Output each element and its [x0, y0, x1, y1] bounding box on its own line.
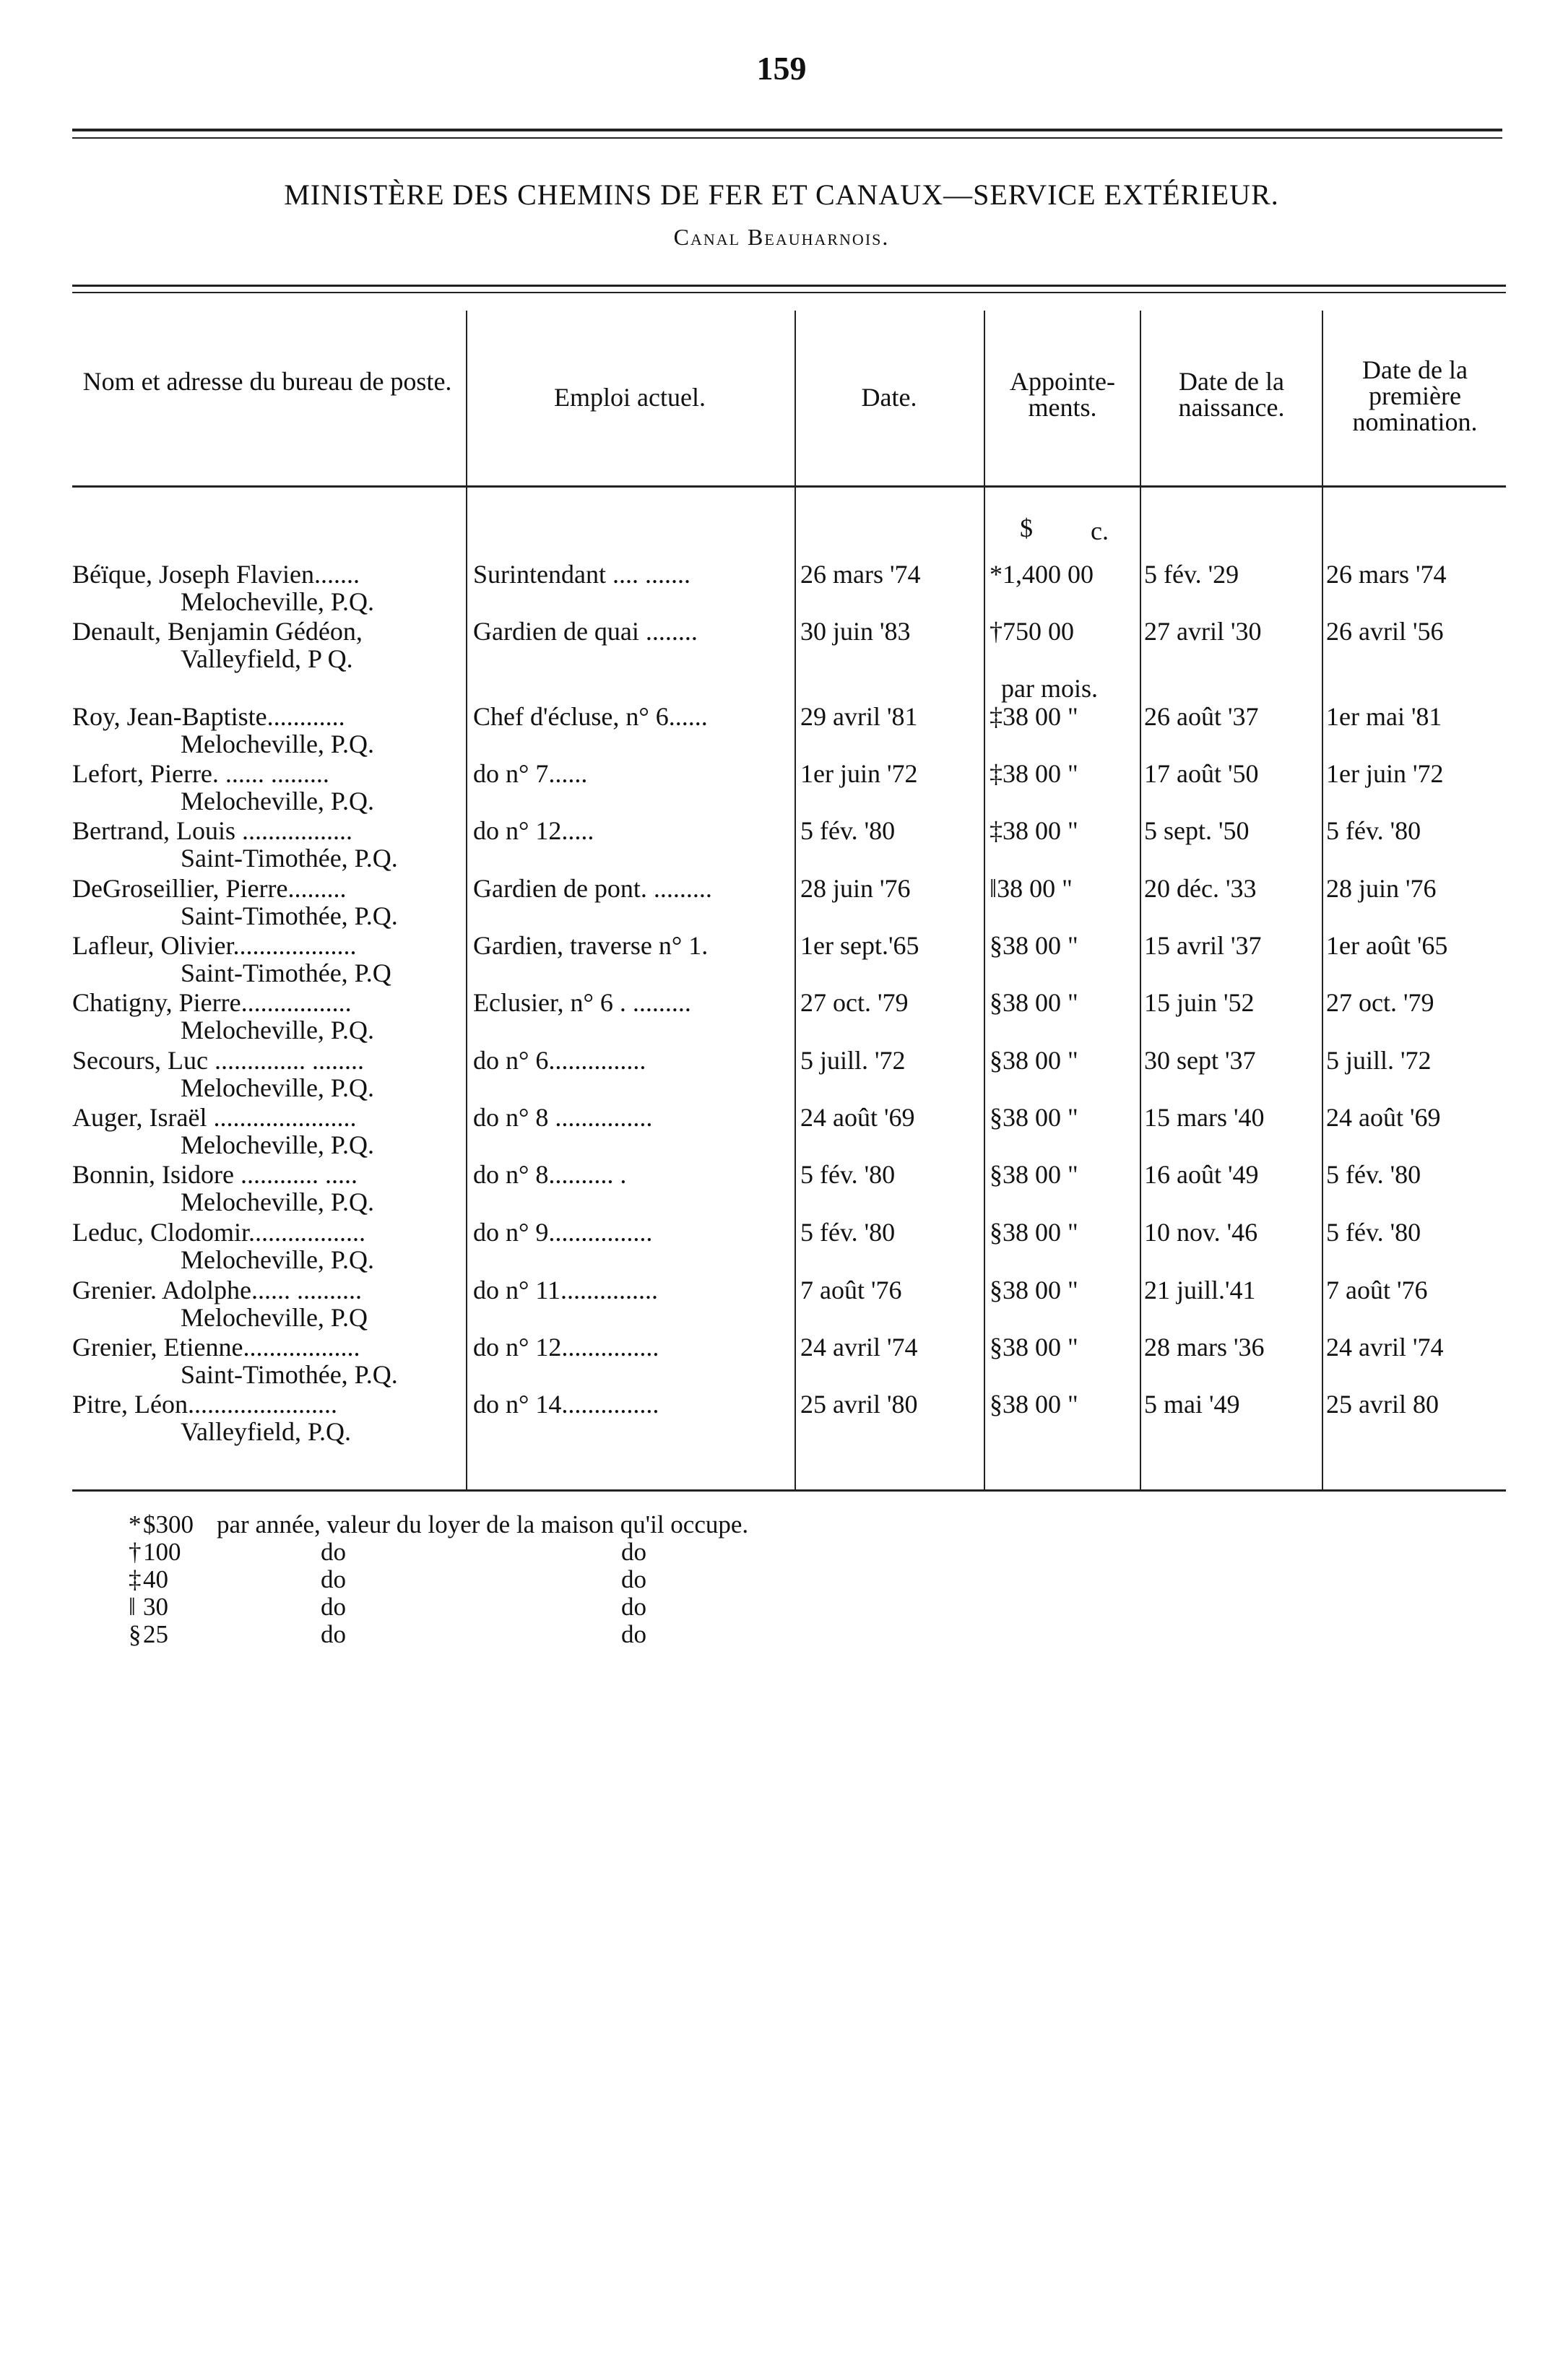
cell-emploi: Gardien de quai ........ [473, 617, 698, 646]
footnote-mark: § [129, 1620, 142, 1648]
cell-nom: Pitre, Léon....................... [72, 1390, 337, 1419]
cell-naissance: 5 fév. '29 [1144, 560, 1239, 589]
cell-appointements: §38 00 " [990, 988, 1078, 1017]
cell-naissance: 15 mars '40 [1144, 1103, 1265, 1132]
cell-nomination: 25 avril 80 [1326, 1390, 1439, 1419]
header-naissance: Date de la naissance. [1178, 367, 1285, 422]
cell-nom: Roy, Jean-Baptiste............ [72, 702, 345, 731]
cell-nom: DeGroseillier, Pierre......... [72, 874, 347, 903]
cell-nomination: 5 fév. '80 [1326, 1160, 1421, 1189]
cell-emploi: do n° 8.......... . [473, 1160, 627, 1189]
cell-nomination: 1er juin '72 [1326, 759, 1444, 788]
currency-dollars: $ [1020, 514, 1033, 542]
cell-adresse: Melocheville, P.Q. [181, 1016, 374, 1044]
cell-appointements: §38 00 " [990, 1333, 1078, 1362]
column-divider-1 [466, 311, 467, 1489]
header-emploi: Emploi actuel. [554, 383, 706, 412]
cell-date: 28 juin '76 [800, 874, 911, 903]
footnote-mark: * [129, 1510, 142, 1539]
cell-date: 5 fév. '80 [800, 1160, 896, 1189]
cell-emploi: do n° 7...... [473, 759, 588, 788]
cell-appointements: ‡38 00 " [990, 759, 1078, 788]
column-divider-4 [1140, 311, 1141, 1489]
cell-naissance: 5 mai '49 [1144, 1390, 1240, 1419]
footnote-amount: $300 [143, 1510, 194, 1539]
cell-nom: Lefort, Pierre. ...... ......... [72, 759, 329, 788]
cell-nomination: 5 juill. '72 [1326, 1046, 1432, 1075]
cell-date: 27 oct. '79 [800, 988, 909, 1017]
cell-nom: Auger, Israël ...................... [72, 1103, 357, 1132]
cell-nom: Bertrand, Louis ................. [72, 816, 352, 845]
cell-adresse: Melocheville, P.Q [181, 1303, 368, 1332]
cell-emploi: Chef d'écluse, n° 6...... [473, 702, 708, 731]
cell-adresse: Saint-Timothée, P.Q. [181, 1360, 398, 1389]
cell-nomination: 27 oct. '79 [1326, 988, 1434, 1017]
cell-adresse: Melocheville, P.Q. [181, 1187, 374, 1216]
cell-nom: Lafleur, Olivier................... [72, 931, 357, 960]
cell-date: 24 août '69 [800, 1103, 915, 1132]
cell-appointements: ‖38 00 " [990, 874, 1073, 903]
cell-date: 26 mars '74 [800, 560, 921, 589]
cell-nomination: 24 août '69 [1326, 1103, 1441, 1132]
header-appointements: Appointe- ments. [1010, 367, 1115, 422]
cell-nomination: 26 mars '74 [1326, 560, 1447, 589]
cell-emploi: do n° 14............... [473, 1390, 659, 1419]
cell-adresse: Melocheville, P.Q. [181, 1130, 374, 1159]
cell-appointements: §38 00 " [990, 1276, 1078, 1304]
cell-date: 5 fév. '80 [800, 1218, 896, 1247]
cell-date: 7 août '76 [800, 1276, 902, 1304]
cell-nom: Chatigny, Pierre................. [72, 988, 352, 1017]
footnote-mark: ‡ [129, 1565, 142, 1593]
header-rule [72, 485, 1506, 488]
cell-appointements: †750 00 [990, 617, 1074, 646]
cell-adresse: Saint-Timothée, P.Q. [181, 901, 398, 930]
footnote-text: par année, valeur du loyer de la maison qu'il occupe. [217, 1510, 749, 1539]
cell-naissance: 10 nov. '46 [1144, 1218, 1258, 1247]
cell-nom: Secours, Luc .............. ........ [72, 1046, 364, 1075]
cell-nomination: 5 fév. '80 [1326, 1218, 1421, 1247]
footnote-mark: ‖ [129, 1593, 136, 1621]
header-date: Date. [861, 383, 917, 412]
cell-nom: Leduc, Clodomir.................. [72, 1218, 365, 1247]
footnote-amount: 40 [143, 1565, 168, 1593]
page-subtitle: Canal Beauharnois. [673, 224, 890, 250]
cell-date: 5 juill. '72 [800, 1046, 906, 1075]
cell-appointements: ‡38 00 " [990, 702, 1078, 731]
cell-naissance: 20 déc. '33 [1144, 874, 1257, 903]
cell-adresse: Saint-Timothée, P.Q [181, 959, 391, 987]
cell-emploi: Surintendant .... ....... [473, 560, 690, 589]
cell-naissance: 15 juin '52 [1144, 988, 1255, 1017]
cell-date: 5 fév. '80 [800, 816, 896, 845]
column-divider-5 [1322, 311, 1323, 1489]
footnote-ditto: do [321, 1593, 346, 1621]
page-title: MINISTÈRE DES CHEMINS DE FER ET CANAUX—SERVICE EXTÉRIEUR. [284, 178, 1279, 211]
cell-date: 24 avril '74 [800, 1333, 918, 1362]
cell-naissance: 28 mars '36 [1144, 1333, 1265, 1362]
cell-date: 30 juin '83 [800, 617, 911, 646]
cell-naissance: 26 août '37 [1144, 702, 1259, 731]
cell-appointements: §38 00 " [990, 1103, 1078, 1132]
header-nom: Nom et adresse du bureau de poste. [82, 367, 452, 396]
footnote-amount: 30 [143, 1593, 168, 1621]
cell-appointements: *1,400 00 [990, 560, 1094, 589]
cell-date: 29 avril '81 [800, 702, 918, 731]
footnote-amount: 25 [143, 1620, 168, 1648]
footnote-ditto: do [621, 1620, 646, 1648]
par-mois-note: par mois. [1001, 674, 1098, 703]
cell-emploi: do n° 12..... [473, 816, 594, 845]
page-number: 159 [756, 50, 807, 87]
top-rule-thick [72, 129, 1502, 131]
cell-naissance: 15 avril '37 [1144, 931, 1262, 960]
currency-cents: c. [1091, 516, 1109, 545]
cell-emploi: do n° 12............... [473, 1333, 659, 1362]
footnote-ditto: do [321, 1620, 346, 1648]
cell-adresse: Melocheville, P.Q. [181, 1073, 374, 1102]
cell-emploi: do n° 8 ............... [473, 1103, 653, 1132]
cell-appointements: §38 00 " [990, 931, 1078, 960]
cell-adresse: Melocheville, P.Q. [181, 1245, 374, 1274]
table-top-rule-1 [72, 285, 1506, 287]
cell-emploi: do n° 9................ [473, 1218, 653, 1247]
cell-nomination: 1er mai '81 [1326, 702, 1442, 731]
cell-emploi: Eclusier, n° 6 . ......... [473, 988, 691, 1017]
table-bottom-rule [72, 1489, 1506, 1492]
footnote-ditto: do [621, 1538, 646, 1566]
cell-emploi: do n° 11............... [473, 1276, 659, 1304]
cell-naissance: 27 avril '30 [1144, 617, 1262, 646]
cell-emploi: Gardien, traverse n° 1. [473, 931, 709, 960]
footnote-amount: 100 [143, 1538, 181, 1566]
cell-appointements: ‡38 00 " [990, 816, 1078, 845]
cell-naissance: 5 sept. '50 [1144, 816, 1250, 845]
cell-naissance: 17 août '50 [1144, 759, 1259, 788]
cell-adresse: Melocheville, P.Q. [181, 787, 374, 815]
cell-date: 25 avril '80 [800, 1390, 918, 1419]
cell-date: 1er juin '72 [800, 759, 918, 788]
cell-nomination: 5 fév. '80 [1326, 816, 1421, 845]
cell-adresse: Valleyfield, P Q. [181, 644, 353, 673]
column-divider-2 [795, 311, 796, 1489]
cell-nomination: 7 août '76 [1326, 1276, 1428, 1304]
cell-nom: Grenier, Etienne.................. [72, 1333, 360, 1362]
cell-nom: Béïque, Joseph Flavien....... [72, 560, 360, 589]
cell-nom: Grenier. Adolphe...... .......... [72, 1276, 362, 1304]
cell-nomination: 26 avril '56 [1326, 617, 1444, 646]
cell-nomination: 1er août '65 [1326, 931, 1448, 960]
cell-appointements: §38 00 " [990, 1390, 1078, 1419]
footnote-mark: † [129, 1538, 142, 1566]
cell-nomination: 28 juin '76 [1326, 874, 1437, 903]
header-nomination: Date de la première nomination. [1352, 355, 1478, 436]
footnote-ditto: do [621, 1565, 646, 1593]
footnote-ditto: do [621, 1593, 646, 1621]
cell-emploi: do n° 6............... [473, 1046, 646, 1075]
cell-emploi: Gardien de pont. ......... [473, 874, 712, 903]
cell-nom: Denault, Benjamin Gédéon, [72, 617, 363, 646]
footnote-ditto: do [321, 1565, 346, 1593]
column-divider-3 [984, 311, 985, 1489]
cell-naissance: 16 août '49 [1144, 1160, 1259, 1189]
cell-appointements: §38 00 " [990, 1160, 1078, 1189]
cell-appointements: §38 00 " [990, 1046, 1078, 1075]
cell-adresse: Valleyfield, P.Q. [181, 1417, 351, 1446]
cell-appointements: §38 00 " [990, 1218, 1078, 1247]
top-rule-thin [72, 137, 1502, 139]
cell-date: 1er sept.'65 [800, 931, 919, 960]
cell-adresse: Melocheville, P.Q. [181, 730, 374, 758]
cell-nom: Bonnin, Isidore ............ ..... [72, 1160, 358, 1189]
cell-adresse: Melocheville, P.Q. [181, 587, 374, 616]
cell-nomination: 24 avril '74 [1326, 1333, 1444, 1362]
table-top-rule-2 [72, 292, 1506, 293]
cell-adresse: Saint-Timothée, P.Q. [181, 844, 398, 873]
cell-naissance: 21 juill.'41 [1144, 1276, 1256, 1304]
cell-naissance: 30 sept '37 [1144, 1046, 1256, 1075]
footnote-ditto: do [321, 1538, 346, 1566]
